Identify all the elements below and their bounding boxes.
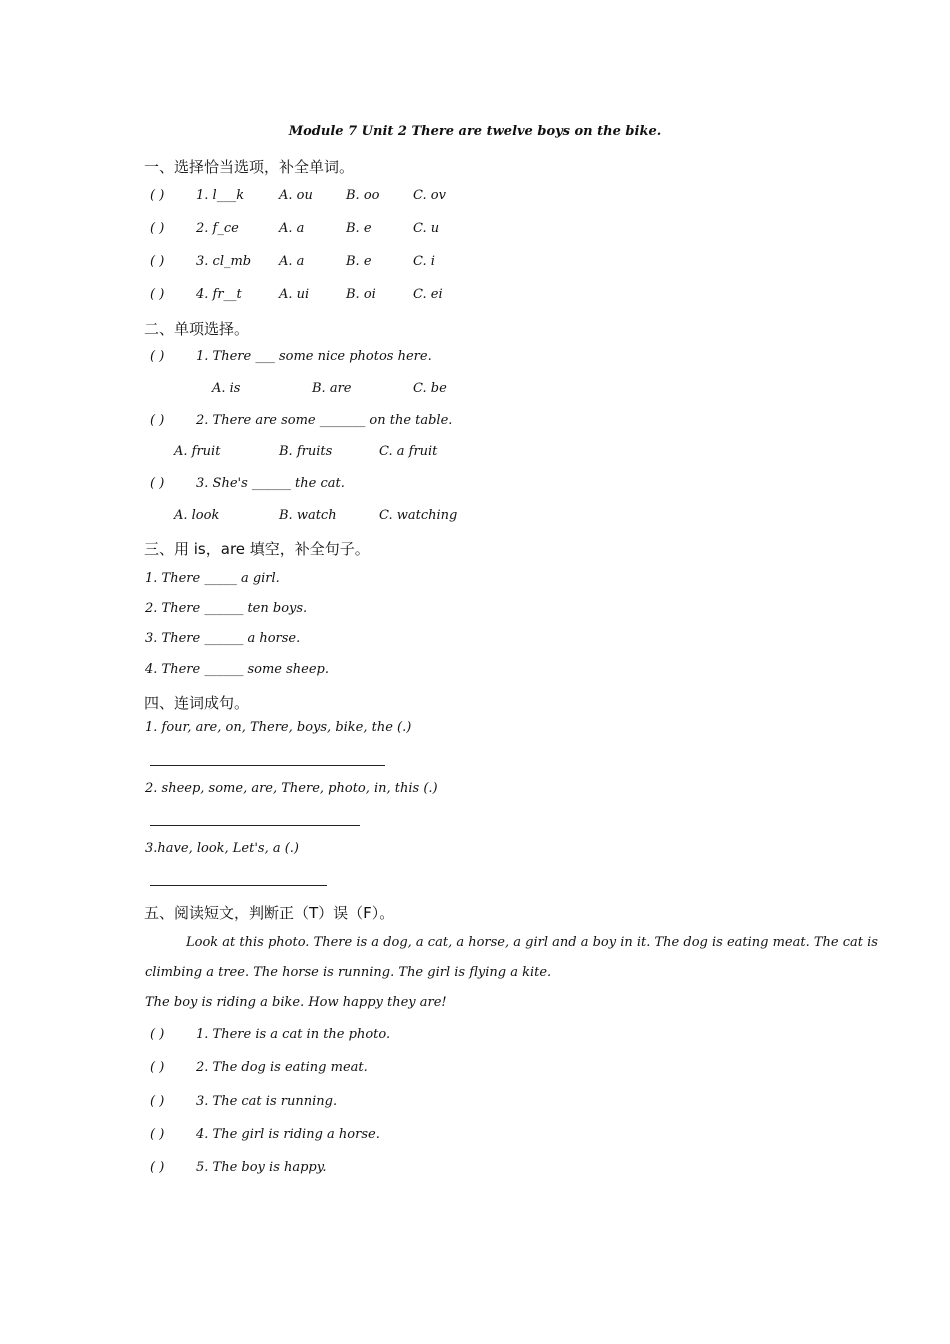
option-a: A. a: [279, 254, 305, 269]
answer-paren[interactable]: ( ): [150, 1027, 165, 1042]
answer-paren[interactable]: ( ): [150, 476, 165, 491]
option-a: A. look: [174, 508, 220, 523]
fill-sentence: 4. There ______ some sheep.: [145, 662, 329, 677]
question-text: 2. f_ce: [196, 221, 239, 236]
option-b: B. oo: [346, 188, 380, 203]
answer-paren[interactable]: ( ): [150, 349, 165, 364]
scrambled-words: 2. sheep, some, are, There, photo, in, this (.): [145, 781, 438, 796]
option-c: C. ei: [413, 287, 443, 302]
fill-sentence: 1. There _____ a girl.: [145, 571, 280, 586]
passage-line: climbing a tree. The horse is running. The girl is flying a kite.: [145, 965, 552, 980]
statement-text: 1. There is a cat in the photo.: [196, 1027, 391, 1042]
passage-line: The boy is riding a bike. How happy they are!: [145, 995, 447, 1010]
answer-paren[interactable]: ( ): [150, 221, 165, 236]
answer-paren[interactable]: ( ): [150, 1127, 165, 1142]
question-text: 3. She's ______ the cat.: [196, 476, 345, 491]
option-c: C. be: [413, 381, 447, 396]
answer-paren[interactable]: ( ): [150, 1094, 165, 1109]
answer-paren[interactable]: ( ): [150, 1060, 165, 1075]
answer-paren[interactable]: ( ): [150, 1160, 165, 1175]
passage-line: Look at this photo. There is a dog, a cat, a horse, a girl and a boy in it. The dog is eating meat. The cat is: [186, 935, 878, 950]
option-a: A. ui: [279, 287, 310, 302]
statement-text: 5. The boy is happy.: [196, 1160, 327, 1175]
answer-line[interactable]: [150, 825, 360, 826]
answer-paren[interactable]: ( ): [150, 413, 165, 428]
statement-text: 3. The cat is running.: [196, 1094, 338, 1109]
fill-sentence: 2. There ______ ten boys.: [145, 601, 308, 616]
option-c: C. ov: [413, 188, 446, 203]
option-b: B. oi: [346, 287, 376, 302]
page-title: Module 7 Unit 2 There are twelve boys on the bike.: [288, 124, 662, 139]
option-a: A. is: [212, 381, 241, 396]
answer-paren[interactable]: ( ): [150, 254, 165, 269]
scrambled-words: 3.have, look, Let's, a (.): [145, 841, 300, 856]
section-2-heading: 二、单项选择。: [144, 320, 250, 338]
section-1-heading: 一、选择恰当选项，补全单词。: [144, 158, 355, 176]
question-text: 1. l___k: [196, 188, 245, 203]
question-text: 4. fr__t: [196, 287, 242, 302]
question-text: 2. There are some _______ on the table.: [196, 413, 453, 428]
statement-text: 2. The dog is eating meat.: [196, 1060, 368, 1075]
option-c: C. i: [413, 254, 435, 269]
answer-paren[interactable]: ( ): [150, 287, 165, 302]
option-c: C. u: [413, 221, 440, 236]
section-4-heading: 四、连词成句。: [144, 694, 250, 712]
option-c: C. a fruit: [379, 444, 438, 459]
answer-paren[interactable]: ( ): [150, 188, 165, 203]
answer-line[interactable]: [150, 885, 327, 886]
section-5-heading: 五、阅读短文，判断正（T）误（F）。: [144, 904, 395, 922]
option-a: A. fruit: [174, 444, 221, 459]
section-3-heading: 三、用 is，are 填空，补全句子。: [144, 540, 370, 558]
option-a: A. ou: [279, 188, 313, 203]
option-b: B. watch: [279, 508, 337, 523]
option-b: B. e: [346, 221, 372, 236]
fill-sentence: 3. There ______ a horse.: [145, 631, 301, 646]
option-b: B. fruits: [279, 444, 333, 459]
answer-line[interactable]: [150, 765, 385, 766]
question-text: 3. cl_mb: [196, 254, 252, 269]
scrambled-words: 1. four, are, on, There, boys, bike, the (.): [145, 720, 412, 735]
option-a: A. a: [279, 221, 305, 236]
option-b: B. e: [346, 254, 372, 269]
question-text: 1. There ___ some nice photos here.: [196, 349, 432, 364]
option-b: B. are: [312, 381, 352, 396]
statement-text: 4. The girl is riding a horse.: [196, 1127, 380, 1142]
option-c: C. watching: [379, 508, 458, 523]
